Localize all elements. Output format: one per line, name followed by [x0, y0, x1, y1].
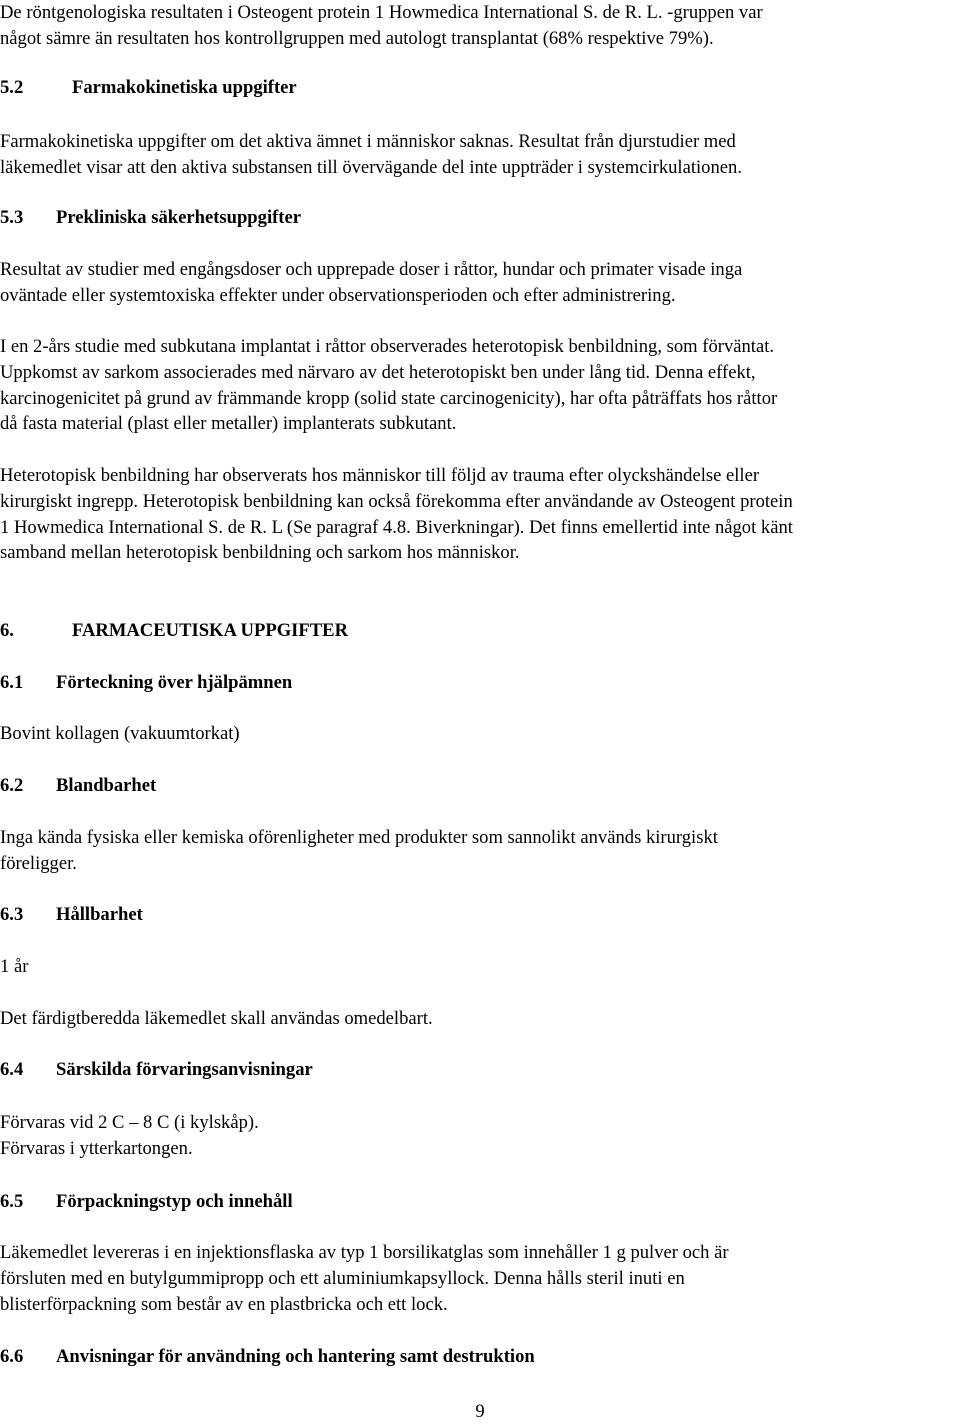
- preclinical-paragraph-3: [0, 463, 960, 566]
- section-title: FARMACEUTISKA UPPGIFTER: [72, 620, 348, 641]
- text-line: Bovint kollagen (vakuumtorkat): [0, 723, 240, 744]
- section-title: Anvisningar för användning och hantering samt destruktion: [56, 1346, 535, 1367]
- text-line: Förvaras vid 2 C – 8 C (i kylskåp).: [0, 1112, 259, 1133]
- section-heading-6-3: [0, 902, 143, 928]
- section-title: Blandbarhet: [56, 775, 157, 796]
- section-number: 5.2: [0, 77, 24, 98]
- section-title: Förpackningstyp och innehåll: [56, 1191, 293, 1212]
- section-title: Förteckning över hjälpämnen: [56, 672, 293, 693]
- text-line: Resultat av studier med engångsdoser och upprepade doser i råttor, hundar och primater visade inga: [0, 259, 743, 280]
- section-number: 6.5: [0, 1191, 24, 1212]
- pharmacokinetics-paragraph: [0, 129, 960, 181]
- section-number: 6.2: [0, 775, 24, 796]
- section-heading-6-1: [0, 670, 292, 696]
- text-line: då fasta material (plast eller metaller) implanterats subkutant.: [0, 413, 457, 435]
- section-number: 5.3: [0, 207, 24, 228]
- section-number: 6.1: [0, 672, 24, 693]
- section-heading-6-4: [0, 1057, 313, 1083]
- section-title: Hållbarhet: [56, 904, 143, 925]
- text-line: läkemedlet visar att den aktiva substansen till övervägande del inte uppträder i systemcirkulationen.: [0, 156, 742, 178]
- section-heading-6-5: [0, 1189, 293, 1215]
- packaging-paragraph: [0, 1240, 960, 1317]
- section-number: 6.: [0, 620, 14, 641]
- text-line: blisterförpackning som består av en plastbricka och ett lock.: [0, 1293, 448, 1315]
- text-line: karcinogenicitet på grund av främmande kropp (solid state carcinogenicity), har ofta påträffats hos råttor: [0, 387, 778, 409]
- text-line: Heterotopisk benbildning har observerats hos människor till följd av trauma efter olyckshändelse eller: [0, 465, 760, 486]
- text-line: försluten med en butylgummipropp och ett aluminiumkapsyllock. Denna hålls steril inuti en: [0, 1267, 685, 1289]
- text-line: Förvaras i ytterkartongen.: [0, 1137, 193, 1159]
- section-heading-6-6: [0, 1344, 535, 1370]
- intro-paragraph: [0, 0, 960, 52]
- text-line: föreligger.: [0, 852, 77, 874]
- text-line: något sämre än resultaten hos kontrollgruppen med autologt transplantat (68% respektive 79%).: [0, 27, 714, 49]
- storage-paragraph: [0, 1110, 960, 1162]
- text-line: 1 Howmedica International S. de R. L (Se paragraf 4.8. Biverkningar). Det finns emellertid inte något känt: [0, 516, 793, 538]
- text-line: oväntade eller systemtoxiska effekter under observationsperioden och efter administrering.: [0, 284, 676, 306]
- section-number: 6.6: [0, 1346, 24, 1367]
- text-line: I en 2-års studie med subkutana implantat i råttor observerades heterotopisk benbildning, som förväntat.: [0, 336, 775, 357]
- page-number: 9: [475, 1401, 485, 1422]
- text-line: kirurgiskt ingrepp. Heterotopisk benbildning kan också förekomma efter användande av Osteogent protein: [0, 490, 793, 512]
- preclinical-paragraph-2: [0, 334, 960, 437]
- text-line: De röntgenologiska resultaten i Osteogent protein 1 Howmedica International S. de R. L. -gruppen var: [0, 2, 763, 23]
- section-heading-6: [0, 618, 348, 644]
- shelf-life-note: [0, 1006, 960, 1032]
- shelf-life-paragraph: [0, 954, 960, 980]
- section-heading-5-2: [0, 75, 297, 101]
- text-line: Farmakokinetiska uppgifter om det aktiva ämnet i människor saknas. Resultat från djurstudier med: [0, 131, 736, 152]
- section-title: Farmakokinetiska uppgifter: [72, 77, 297, 98]
- text-line: Läkemedlet levereras i en injektionsflaska av typ 1 borsilikatglas som innehåller 1 g pulver och är: [0, 1242, 729, 1263]
- text-line: 1 år: [0, 956, 29, 977]
- incompatibilities-paragraph: [0, 825, 960, 877]
- section-number: 6.4: [0, 1059, 24, 1080]
- excipients-paragraph: [0, 721, 960, 747]
- section-title: Särskilda förvaringsanvisningar: [56, 1059, 313, 1080]
- section-title: Prekliniska säkerhetsuppgifter: [56, 207, 302, 228]
- text-line: Uppkomst av sarkom associerades med närvaro av det heterotopiskt ben under lång tid. Denna effekt,: [0, 361, 756, 383]
- preclinical-paragraph-1: [0, 257, 960, 309]
- section-heading-5-3: [0, 205, 301, 231]
- text-line: Inga kända fysiska eller kemiska oförenligheter med produkter som sannolikt används kirurgiskt: [0, 827, 718, 848]
- text-line: samband mellan heterotopisk benbildning och sarkom hos människor.: [0, 542, 520, 564]
- section-number: 6.3: [0, 904, 24, 925]
- section-heading-6-2: [0, 773, 156, 799]
- text-line: Det färdigtberedda läkemedlet skall användas omedelbart.: [0, 1008, 433, 1029]
